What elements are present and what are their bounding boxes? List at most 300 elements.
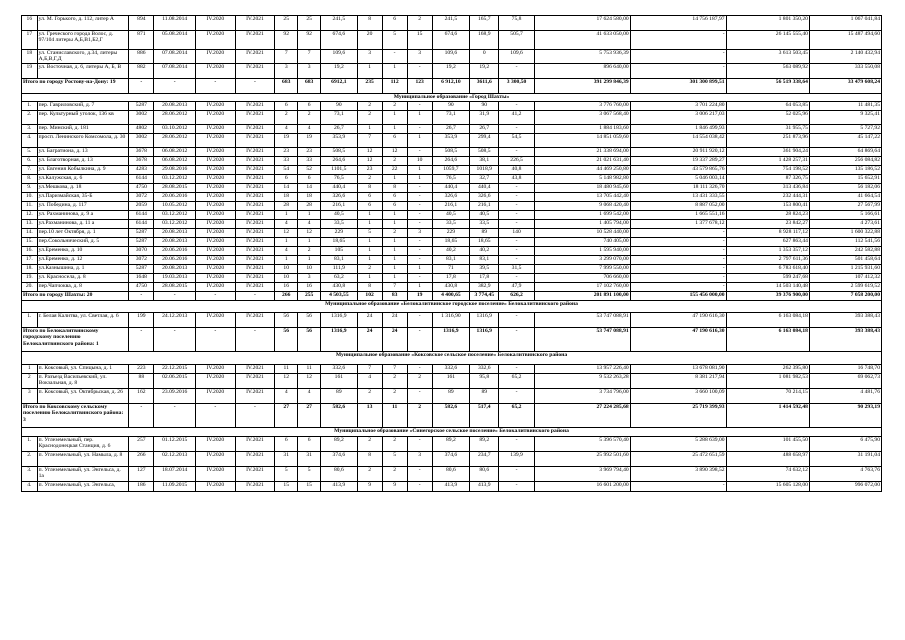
table-cell: 18,65 <box>470 238 499 247</box>
table-cell: 11.08.2014 <box>154 16 196 31</box>
table-row <box>22 125 882 134</box>
table-cell: 20.06.2016 <box>154 193 196 202</box>
table-cell: 1 <box>407 265 432 274</box>
table-cell: 1 <box>357 247 382 256</box>
subtotal-cell: 3611,6 <box>470 79 499 94</box>
table-cell: 264,6 <box>321 157 357 166</box>
table-cell: 1 316,90 <box>432 313 470 328</box>
table-cell: 226,5 <box>499 157 534 166</box>
table-cell: 3 776 760,00 <box>534 102 630 111</box>
table-cell: 262 395,80 <box>726 365 809 374</box>
table-cell: IV.2020 <box>196 437 236 452</box>
table-cell: 20 <box>357 31 382 50</box>
table-cell: 25 <box>298 16 321 31</box>
table-cell: 7. <box>22 166 38 175</box>
table-cell: 2. <box>22 452 38 467</box>
table-cell: 1 <box>382 125 407 134</box>
subtotal-cell: 4 400,65 <box>432 292 470 301</box>
table-cell: 1 <box>298 256 321 265</box>
table-cell: 83,1 <box>321 256 357 265</box>
table-cell: IV.2021 <box>235 238 275 247</box>
table-cell: IV.2021 <box>235 16 275 31</box>
table-cell: 03.10.2012 <box>154 125 196 134</box>
table-cell: 2 <box>22 374 38 389</box>
table-cell: 87 326,75 <box>726 175 809 184</box>
table-cell: 4283 <box>129 166 154 175</box>
subtotal-cell: - <box>196 79 236 94</box>
table-cell: 234,7 <box>470 452 499 467</box>
table-cell: 4750 <box>129 283 154 292</box>
table-cell: 4750 <box>129 184 154 193</box>
table-cell: 2 <box>407 374 432 389</box>
subtotal-cell: 255 <box>298 292 321 301</box>
table-cell: 12 <box>275 229 298 238</box>
table-cell: 13 678 081,90 <box>630 365 726 374</box>
table-cell: 9 325,41 <box>809 111 881 125</box>
table-cell: 13 957 226,40 <box>534 365 630 374</box>
table-cell: 3072 <box>129 193 154 202</box>
table-row <box>22 220 882 229</box>
table-cell: 89,2 <box>470 437 499 452</box>
table-cell: - <box>499 148 534 157</box>
table-cell: - <box>499 102 534 111</box>
table-cell: 14 503 140,48 <box>726 283 809 292</box>
table-cell: 71 <box>432 265 470 274</box>
subtotal-cell: 39 376 900,00 <box>726 292 809 301</box>
table-cell: 7 <box>275 50 298 64</box>
subtotal-cell: 27 <box>275 404 298 428</box>
address-cell: ул. Багратиона, д. 13 <box>37 148 129 157</box>
table-cell: 95,8 <box>470 374 499 389</box>
subtotal-cell: - <box>129 292 154 301</box>
table-cell: 8 <box>357 184 382 193</box>
table-cell: IV.2020 <box>196 467 236 482</box>
table-cell: 89 <box>470 229 499 238</box>
subtotal-cell: 6912,1 <box>321 79 357 94</box>
table-cell: 2 <box>382 374 407 389</box>
table-cell: 56 <box>275 313 298 328</box>
subtotal-cell: 13 <box>357 404 382 428</box>
table-cell: 6 475,90 <box>809 437 881 452</box>
table-cell: 40,2 <box>470 247 499 256</box>
table-cell: 03.12.2012 <box>154 211 196 220</box>
table-cell: 5287 <box>129 238 154 247</box>
table-cell: IV.2021 <box>235 157 275 166</box>
table-cell: 11. <box>22 202 38 211</box>
table-cell: - <box>630 64 726 79</box>
table-cell: 2 <box>357 175 382 184</box>
table-cell: 1316,9 <box>321 313 357 328</box>
table-cell: 8 <box>382 184 407 193</box>
table-cell: 109,6 <box>432 50 470 64</box>
table-cell: 1 <box>407 283 432 292</box>
table-cell: - <box>407 102 432 111</box>
table-cell: IV.2020 <box>196 64 236 79</box>
table-cell: 12 <box>357 157 382 166</box>
subtotal-cell: 56 519 338,64 <box>726 79 809 94</box>
table-cell: - <box>499 238 534 247</box>
table-cell: 28 <box>275 202 298 211</box>
table-cell: 40,5 <box>321 211 357 220</box>
table-cell: 8 <box>357 283 382 292</box>
table-cell: 02.12.2013 <box>154 452 196 467</box>
address-cell: п. Углеземельный, ул. Энгельса, д. 1а <box>37 467 129 482</box>
table-cell: 18.07.2014 <box>154 467 196 482</box>
table-cell: 4802 <box>129 125 154 134</box>
table-row <box>22 452 882 467</box>
table-cell: 1 884 183,60 <box>534 125 630 134</box>
table-cell: - <box>499 64 534 79</box>
table-cell: 12 <box>382 148 407 157</box>
table-cell: 13. <box>22 220 38 229</box>
table-cell: 326,6 <box>432 193 470 202</box>
table-cell: 3 969 794,40 <box>534 467 630 482</box>
table-cell: 6 <box>298 102 321 111</box>
table-cell: IV.2020 <box>196 184 236 193</box>
table-cell: 65,2 <box>499 374 534 389</box>
table-cell: - <box>499 389 534 404</box>
table-cell: 3. <box>22 467 38 482</box>
table-row <box>22 467 882 482</box>
subtotal-cell: 626,2 <box>499 292 534 301</box>
subtotal-cell: - <box>154 328 196 352</box>
table-cell: IV.2020 <box>196 238 236 247</box>
table-cell: 17 <box>22 31 38 50</box>
table-cell: 3678 <box>129 157 154 166</box>
table-cell: 16 <box>298 283 321 292</box>
subtotal-cell: 56 <box>298 328 321 352</box>
table-cell: 241,5 <box>432 16 470 31</box>
table-cell: 229 <box>432 229 470 238</box>
table-cell: 1 <box>382 111 407 125</box>
table-cell: 31,9 <box>470 111 499 125</box>
table-cell: 1 <box>357 238 382 247</box>
table-cell: 382,9 <box>470 283 499 292</box>
table-cell: - <box>407 256 432 265</box>
table-cell: - <box>630 274 726 283</box>
table-cell: 1 <box>407 166 432 175</box>
table-cell: 1 <box>298 211 321 220</box>
table-cell: 2 <box>382 467 407 482</box>
table-cell: 4 <box>357 374 382 389</box>
subtotal-cell: - <box>196 404 236 428</box>
subtotal-cell: 155 456 000,00 <box>630 292 726 301</box>
table-cell: 326,6 <box>470 193 499 202</box>
table-cell: 3 <box>22 389 38 404</box>
table-cell: 16 601 200,00 <box>534 482 630 492</box>
table-cell: 41 633 050,00 <box>534 31 630 50</box>
table-cell: 5 288 639,00 <box>630 437 726 452</box>
subtotal-cell: - <box>235 292 275 301</box>
address-cell: ул.Калужская, д. 6 <box>37 175 129 184</box>
table-cell: 15. <box>22 238 38 247</box>
subtotal-cell: 391 299 846,39 <box>534 79 630 94</box>
table-cell: 24 <box>357 313 382 328</box>
table-cell: 3 006 217,03 <box>630 111 726 125</box>
table-cell: 216,1 <box>321 202 357 211</box>
table-cell: - <box>630 229 726 238</box>
table-cell: IV.2021 <box>235 202 275 211</box>
table-cell: IV.2020 <box>196 125 236 134</box>
table-cell: - <box>407 202 432 211</box>
subtotal-cell: 33 479 608,24 <box>809 79 881 94</box>
table-cell: 23 842,27 <box>726 220 809 229</box>
table-cell: - <box>499 274 534 283</box>
table-cell: 19.03.2013 <box>154 274 196 283</box>
table-cell: 1648 <box>129 274 154 283</box>
table-cell: - <box>407 467 432 482</box>
table-cell: 223 <box>129 365 154 374</box>
table-cell: 353,9 <box>321 134 357 148</box>
table-cell: 361 904,24 <box>726 148 809 157</box>
table-cell: IV.2020 <box>196 365 236 374</box>
subtotal-row <box>22 79 882 94</box>
table-cell: - <box>382 50 407 64</box>
table-cell: 266 <box>129 452 154 467</box>
table-cell: 53 747 088,91 <box>534 313 630 328</box>
table-cell: IV.2020 <box>196 148 236 157</box>
table-cell: IV.2020 <box>196 274 236 283</box>
subtotal-cell: 201 891 100,00 <box>534 292 630 301</box>
table-cell: 40,5 <box>432 211 470 220</box>
table-cell: 2 <box>382 102 407 111</box>
table-cell: 127 <box>129 467 154 482</box>
table-cell: 6 <box>382 202 407 211</box>
subtotal-cell: - <box>235 404 275 428</box>
table-cell: 882 <box>129 64 154 79</box>
table-cell: 1 846 499,93 <box>630 125 726 134</box>
subtotal-cell: - <box>235 328 275 352</box>
table-cell: 18,65 <box>321 238 357 247</box>
table-cell: 430,8 <box>321 283 357 292</box>
municipality-title: Муниципальное образование «Синегорское сельское поселение» Белокалитвинского района <box>22 428 882 437</box>
table-cell: 3 <box>407 452 432 467</box>
table-cell: 332,6 <box>321 365 357 374</box>
table-cell: - <box>499 256 534 265</box>
table-cell: 89 <box>470 389 499 404</box>
table-cell: 3072 <box>129 256 154 265</box>
table-cell: 105 <box>321 247 357 256</box>
table-cell: 07.08.2014 <box>154 50 196 64</box>
address-cell: ул. Красносела, д. 8 <box>37 274 129 283</box>
table-cell: 6144 <box>129 211 154 220</box>
table-cell: - <box>407 125 432 134</box>
table-cell: 13 431 333,55 <box>630 193 726 202</box>
address-cell: пер. Минский, д. 181 <box>37 125 129 134</box>
table-cell: 413,9 <box>432 482 470 492</box>
subtotal-cell: - <box>129 404 154 428</box>
table-cell: 23 <box>357 166 382 175</box>
table-cell: 674,6 <box>321 31 357 50</box>
table-cell: 20 911 920,12 <box>630 148 726 157</box>
table-cell: 9 068 420,40 <box>534 202 630 211</box>
table-cell: 33,5 <box>321 220 357 229</box>
table-cell: 1 <box>382 247 407 256</box>
table-cell: 12 <box>298 229 321 238</box>
table-cell: 5287 <box>129 265 154 274</box>
table-cell: IV.2021 <box>235 229 275 238</box>
table-cell: 107 412,32 <box>809 274 881 283</box>
table-cell: 3002 <box>129 134 154 148</box>
table-cell: 28.06.2012 <box>154 111 196 125</box>
table-cell: 69 062,73 <box>809 374 881 389</box>
table-row <box>22 437 882 452</box>
table-cell: - <box>499 247 534 256</box>
subtotal-cell: 27 <box>298 404 321 428</box>
table-cell: IV.2021 <box>235 193 275 202</box>
table-cell: 7 999 550,00 <box>534 265 630 274</box>
table-cell: - <box>630 256 726 265</box>
table-cell: 20.06.2016 <box>154 247 196 256</box>
table-row <box>22 184 882 193</box>
table-cell: 2 140 432,94 <box>809 50 881 64</box>
table-cell: 33 <box>298 157 321 166</box>
table-cell: 754 198,52 <box>726 166 809 175</box>
table-cell: 168,9 <box>470 31 499 50</box>
subtotal-cell: 65,2 <box>499 404 534 428</box>
table-cell: 216,1 <box>470 202 499 211</box>
table-cell: 1 <box>407 111 432 125</box>
table-cell: 2 599 619,52 <box>809 283 881 292</box>
table-cell: 1 <box>382 274 407 283</box>
table-cell: IV.2020 <box>196 202 236 211</box>
table-row <box>22 134 882 148</box>
table-cell: 31 955,75 <box>726 125 809 134</box>
table-cell: 2 <box>357 437 382 452</box>
table-cell: 6 <box>382 193 407 202</box>
table-cell: 15 652,91 <box>809 175 881 184</box>
table-cell: 52 025,96 <box>726 111 809 125</box>
table-cell: 2 <box>407 16 432 31</box>
table-cell: 1 <box>382 64 407 79</box>
subtotal-cell: 27 224 285,68 <box>534 404 630 428</box>
table-cell: - <box>630 482 726 492</box>
subtotal-cell: - <box>196 292 236 301</box>
table-cell: 1 <box>382 211 407 220</box>
subtotal-row <box>22 292 882 301</box>
table-cell: IV.2021 <box>235 247 275 256</box>
table-cell: 14 851 059,60 <box>534 134 630 148</box>
address-cell: ул. Станиславского, д.34, литеры А,Б,В,Г,Д <box>37 50 129 64</box>
table-cell: 1 600 322,88 <box>809 229 881 238</box>
table-row <box>22 31 882 50</box>
table-cell: 6144 <box>129 175 154 184</box>
subtotal-cell: 301 300 899,51 <box>630 79 726 94</box>
table-cell: 18 <box>22 50 38 64</box>
table-cell: 871 <box>129 31 154 50</box>
table-cell: 1. <box>22 313 38 328</box>
table-cell: - <box>499 193 534 202</box>
table-cell: 10. <box>22 193 38 202</box>
table-cell: 17,8 <box>470 274 499 283</box>
table-cell: 1 377 678,12 <box>630 220 726 229</box>
table-cell: 332,6 <box>432 365 470 374</box>
table-cell: 112 541,56 <box>809 238 881 247</box>
table-cell: IV.2021 <box>235 111 275 125</box>
municipality-title: Муниципальное образование «Город Шахты» <box>22 94 882 102</box>
table-cell: - <box>630 50 726 64</box>
table-cell: 14 <box>298 184 321 193</box>
table-cell: IV.2021 <box>235 452 275 467</box>
table-row <box>22 50 882 64</box>
table-cell: 1 699 542,00 <box>534 211 630 220</box>
table-cell: 89,2 <box>321 437 357 452</box>
section-header-row <box>22 94 882 102</box>
table-cell: 18,65 <box>432 238 470 247</box>
table-cell: 16 748,70 <box>809 365 881 374</box>
table-cell: 03.12.2012 <box>154 175 196 184</box>
table-cell: 43 579 865,76 <box>630 166 726 175</box>
table-cell: 74 632,12 <box>726 467 809 482</box>
subtotal-label: Итого по Белокалитвинскому городскому поселению Белокалитвинского района: 1 <box>22 328 129 352</box>
table-cell: 19 <box>22 64 38 79</box>
table-cell: 40,8 <box>499 166 534 175</box>
subtotal-cell: 7 058 200,00 <box>809 292 881 301</box>
subtotal-cell: 6 912,10 <box>432 79 470 94</box>
subtotal-row <box>22 328 882 352</box>
table-cell: 5 <box>382 31 407 50</box>
table-cell: 4 481,76 <box>809 389 881 404</box>
table-cell: IV.2021 <box>235 274 275 283</box>
table-cell: 3 067 568,40 <box>534 111 630 125</box>
table-cell: - <box>499 365 534 374</box>
table-cell: - <box>499 437 534 452</box>
table-row <box>22 482 882 492</box>
table-cell: 11 <box>298 365 321 374</box>
table-cell: 199 <box>129 313 154 328</box>
table-cell: 1 <box>407 134 432 148</box>
address-cell: ул. Победина, д. 117 <box>37 202 129 211</box>
table-cell: 706 660,00 <box>534 274 630 283</box>
table-cell: 15 487 494,60 <box>809 31 881 50</box>
table-cell: 92 <box>298 31 321 50</box>
table-cell: 161 <box>432 374 470 389</box>
address-cell: п. Углеземельный, ул. Энгельса, <box>37 482 129 492</box>
table-cell: 44 469 250,80 <box>534 166 630 175</box>
table-cell: 6 <box>357 193 382 202</box>
address-cell: п. Углеземельный, пер. Краснодонецкая Станция, д. 6 <box>37 437 129 452</box>
table-row <box>22 148 882 157</box>
table-cell: 40,2 <box>432 247 470 256</box>
table-cell: 14 554 038,42 <box>630 134 726 148</box>
table-cell: 89 <box>321 389 357 404</box>
table-cell: 5 753 936,39 <box>534 50 630 64</box>
table-row <box>22 157 882 166</box>
table-cell: IV.2021 <box>235 148 275 157</box>
address-cell: п. Коксовый, ул. Октябрьская, д. 26 <box>37 389 129 404</box>
table-cell: IV.2020 <box>196 193 236 202</box>
subtotal-cell: 6 163 084,18 <box>726 328 809 352</box>
table-cell: 8. <box>22 175 38 184</box>
table-cell: - <box>407 437 432 452</box>
table-cell: 109,6 <box>321 50 357 64</box>
table-cell: 26,7 <box>321 125 357 134</box>
table-cell: IV.2020 <box>196 111 236 125</box>
table-cell: 33 <box>275 157 298 166</box>
table-cell: - <box>499 211 534 220</box>
table-cell: 232 444,31 <box>726 193 809 202</box>
table-cell: 4 273,61 <box>809 220 881 229</box>
table-cell: 29.08.2016 <box>154 166 196 175</box>
table-cell: 13 705 442,40 <box>534 193 630 202</box>
subtotal-cell: 90 293,19 <box>809 404 881 428</box>
table-cell: 33,5 <box>432 220 470 229</box>
table-cell: 1 <box>382 238 407 247</box>
table-cell: 3 890 398,52 <box>630 467 726 482</box>
table-cell: IV.2021 <box>235 220 275 229</box>
table-cell: 3 613 503,45 <box>726 50 809 64</box>
table-cell: 1018,9 <box>470 166 499 175</box>
